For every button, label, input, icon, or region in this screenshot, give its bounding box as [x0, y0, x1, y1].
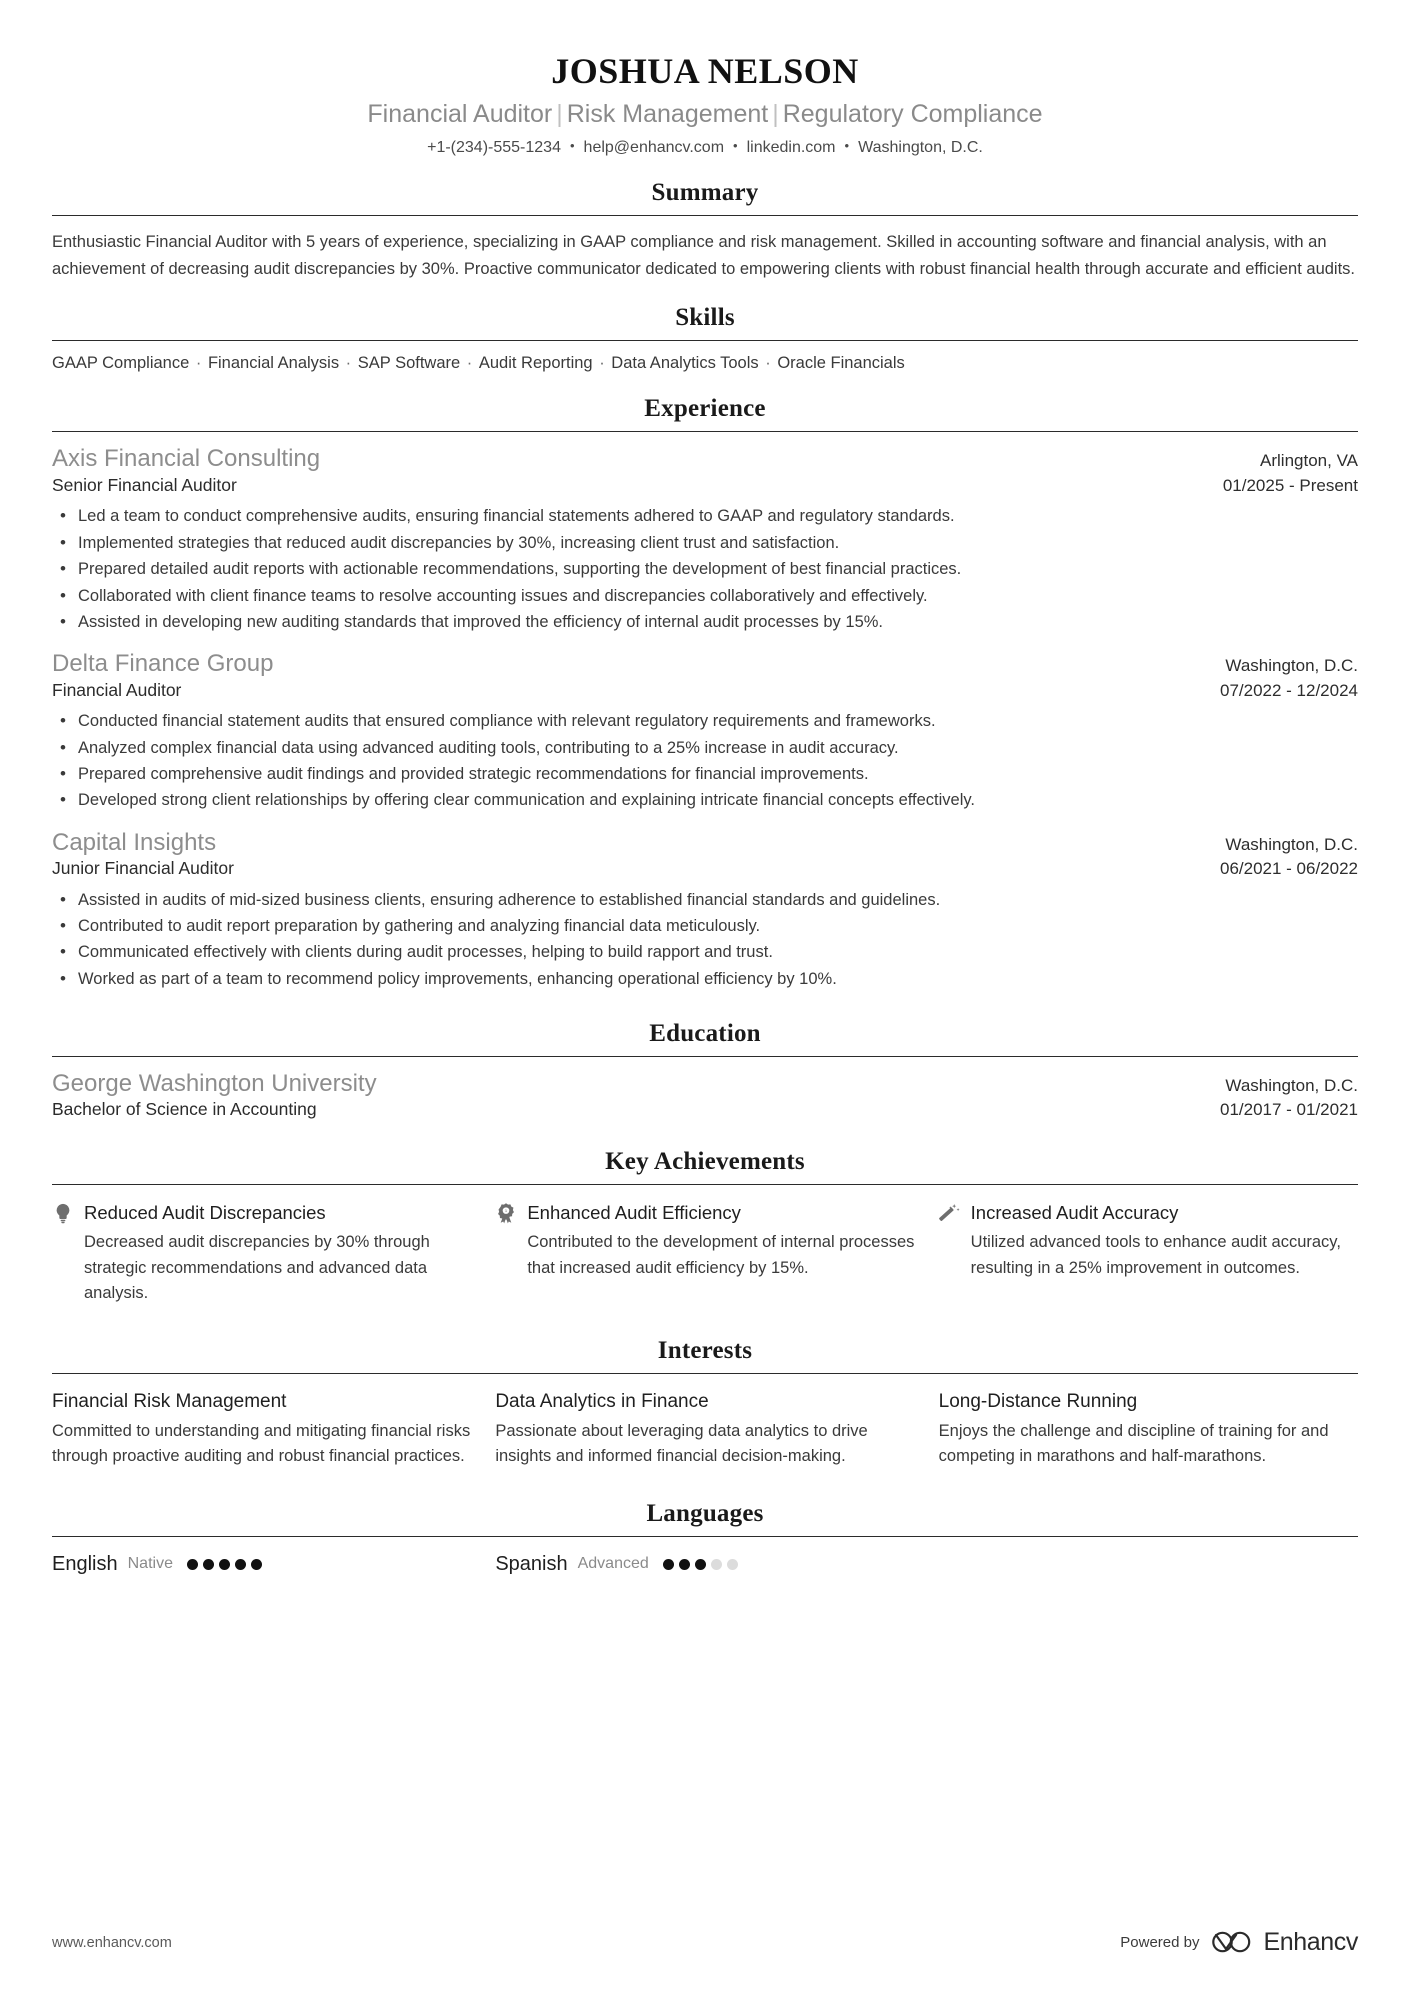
brand-name: Enhancv [1263, 1928, 1358, 1956]
achievement-title: Enhanced Audit Efficiency [527, 1202, 741, 1224]
entry-role-row [52, 857, 1358, 881]
entry-dates: 01/2017 - 01/2021 [1219, 1100, 1358, 1120]
entry-bullet: • Implemented strategies that reduced audit discrepancies by 30%, increasing client trust and satisfaction. [52, 530, 1358, 556]
section-education [52, 1020, 1358, 1122]
headline-part-2: Risk Management [566, 100, 769, 128]
achievement-title: Reduced Audit Discrepancies [84, 1202, 326, 1224]
section-divider [52, 1056, 1358, 1057]
entry-bullet: • Developed strong client relationships by offering clear communication and explaining intricate financial concepts effectively. [52, 787, 1358, 813]
contact-separator: • [844, 138, 850, 153]
entry-bullet-list [52, 708, 1358, 814]
education-entries [52, 1069, 1358, 1122]
contact-email[interactable]: help@enhancv.com [583, 139, 725, 156]
proficiency-dot [203, 1559, 214, 1570]
enhancv-logo-icon [1212, 1929, 1256, 1957]
proficiency-dot [219, 1559, 230, 1570]
achievement-header [52, 1201, 471, 1224]
language-name: English [52, 1552, 118, 1575]
interest-title: Financial Risk Management [52, 1390, 287, 1412]
interest-card [939, 1390, 1358, 1470]
interest-title: Long-Distance Running [938, 1390, 1138, 1412]
language-items [52, 1553, 1358, 1576]
entry-org-row [52, 1069, 1358, 1098]
language-level: Native [127, 1555, 173, 1573]
achievement-description: Contributed to the development of internal processes that increased audit efficiency by 15%. [527, 1233, 915, 1277]
experience-entry [52, 828, 1358, 992]
section-divider [52, 215, 1358, 216]
entry-location: Washington, D.C. [1225, 834, 1358, 854]
skill-separator: · [594, 354, 610, 373]
resume-header [52, 50, 1358, 157]
language-item [52, 1553, 471, 1576]
entry-organization: Delta Finance Group [52, 650, 274, 678]
achievement-cards [52, 1201, 1358, 1307]
entry-bullet: • Worked as part of a team to recommend policy improvements, enhancing operational efficiency by 10%. [52, 966, 1358, 992]
headline-part-3: Regulatory Compliance [782, 100, 1043, 128]
skill-item: Oracle Financials [777, 354, 905, 373]
entry-bullet: • Prepared comprehensive audit findings and provided strategic recommendations for financial improvements. [52, 761, 1358, 787]
section-divider [52, 431, 1358, 432]
entry-bullet-list [52, 503, 1358, 635]
proficiency-dot [679, 1559, 690, 1570]
entry-dates: 07/2022 - 12/2024 [1219, 680, 1358, 700]
achievement-description: Utilized advanced tools to enhance audit accuracy, resulting in a 25% improvement in outcomes. [970, 1233, 1341, 1277]
section-heading-skills: Skills [675, 304, 735, 332]
achievement-header [495, 1201, 914, 1224]
proficiency-dot [187, 1559, 198, 1570]
entry-bullet: • Led a team to conduct comprehensive audits, ensuring financial statements adhered to GAAP and regulatory standards. [52, 503, 1358, 529]
entry-organization: Capital Insights [52, 828, 217, 856]
language-proficiency-dots [663, 1559, 738, 1570]
section-summary [52, 179, 1358, 282]
proficiency-dot [711, 1559, 722, 1570]
section-divider [52, 1373, 1358, 1374]
section-interests [52, 1337, 1358, 1470]
proficiency-dot [251, 1559, 262, 1570]
entry-organization: Axis Financial Consulting [52, 445, 321, 473]
brand [1212, 1928, 1359, 1957]
contact-location: Washington, D.C. [858, 139, 983, 156]
footer-url[interactable]: www.enhancv.com [52, 1934, 172, 1951]
skills-list [52, 354, 1358, 373]
entry-location: Washington, D.C. [1225, 1076, 1358, 1096]
contact-linkedin[interactable]: linkedin.com [746, 139, 836, 156]
contact-separator: • [569, 138, 575, 153]
skill-item: Data Analytics Tools [611, 354, 759, 373]
entry-bullet-list [52, 887, 1358, 993]
interest-cards [52, 1390, 1358, 1470]
section-divider [52, 1184, 1358, 1185]
achievement-description: Decreased audit discrepancies by 30% through strategic recommendations and advanced data analysis. [84, 1233, 430, 1303]
award-badge-icon [495, 1202, 517, 1224]
entry-role: Financial Auditor [52, 679, 182, 700]
language-level: Advanced [577, 1555, 649, 1573]
summary-text: Enthusiastic Financial Auditor with 5 years of experience, specializing in GAAP compliance and risk management. Skilled in accounting software and financial analysis, with an achievement of decreasing audit discrepancies by 30%. Proactive communicator dedicated to empowering clients with robust financial health through accurate and efficient audits. [52, 233, 1356, 278]
entry-dates: 06/2021 - 06/2022 [1219, 859, 1358, 878]
skill-separator: · [191, 354, 206, 373]
headline [52, 100, 1358, 129]
svg-text:1: 1 [505, 1208, 508, 1214]
entry-organization: George Washington University [52, 1070, 377, 1098]
achievement-header [939, 1201, 1358, 1224]
entry-bullet: • Prepared detailed audit reports with actionable recommendations, supporting the development of best financial practices. [52, 556, 1358, 582]
section-divider [52, 1536, 1358, 1537]
skill-item: SAP Software [357, 354, 461, 373]
entry-bullet: • Contributed to audit report preparation by gathering and analyzing financial data meticulously. [52, 913, 1358, 939]
section-skills [52, 304, 1358, 373]
contact-separator: • [733, 138, 738, 153]
skill-separator: · [341, 354, 356, 373]
headline-separator-1: | [556, 100, 563, 128]
section-heading-summary: Summary [651, 179, 759, 206]
proficiency-dot [727, 1559, 738, 1570]
section-heading-interests: Interests [657, 1336, 753, 1364]
entry-bullet: • Assisted in audits of mid-sized business clients, ensuring adherence to established financial standards and guidelines. [52, 887, 1358, 913]
proficiency-dot [235, 1559, 246, 1570]
entry-role: Bachelor of Science in Accounting [52, 1099, 317, 1120]
achievement-card [52, 1201, 471, 1307]
proficiency-dot [663, 1559, 674, 1570]
entry-role: Senior Financial Auditor [52, 474, 237, 495]
entry-org-row [52, 649, 1358, 678]
language-proficiency-dots [187, 1559, 262, 1570]
section-heading-experience: Experience [644, 395, 766, 423]
skill-item: Financial Analysis [207, 354, 340, 373]
footer-branding [1120, 1928, 1358, 1957]
interest-title: Data Analytics in Finance [495, 1390, 709, 1412]
experience-entry [52, 1069, 1358, 1122]
skill-separator: · [760, 354, 776, 373]
interest-description: Passionate about leveraging data analytics to drive insights and informed financial decision-making. [495, 1421, 868, 1466]
achievement-card [495, 1201, 914, 1307]
powered-by-label: Powered by [1120, 1934, 1200, 1951]
contact-phone: +1-(234)-555-1234 [427, 139, 561, 156]
lightbulb-icon [52, 1202, 74, 1224]
section-heading-languages: Languages [646, 1499, 764, 1527]
entry-role-row [52, 1098, 1358, 1122]
entry-role-row [52, 679, 1358, 703]
interest-card [52, 1390, 471, 1470]
contact-line [52, 139, 1358, 157]
entry-bullet: • Collaborated with client finance teams to resolve accounting issues and discrepancies collaboratively and effectively. [52, 583, 1358, 609]
section-experience [52, 395, 1358, 992]
interest-description: Committed to understanding and mitigating financial risks through proactive auditing and robust financial practices. [52, 1421, 471, 1466]
section-key-achievements [52, 1148, 1358, 1307]
interest-card [495, 1390, 914, 1470]
achievement-card [939, 1201, 1358, 1307]
entry-location: Washington, D.C. [1225, 656, 1358, 676]
achievement-title: Increased Audit Accuracy [970, 1202, 1179, 1224]
entry-dates: 01/2025 - Present [1222, 475, 1358, 495]
experience-entries [52, 444, 1358, 992]
page-title: JOSHUA NELSON [551, 51, 859, 91]
language-item [495, 1553, 914, 1576]
entry-role-row [52, 474, 1358, 498]
headline-separator-2: | [772, 100, 779, 128]
skill-separator: · [462, 354, 477, 373]
language-name: Spanish [495, 1552, 568, 1575]
skill-item: GAAP Compliance [52, 354, 190, 373]
entry-org-row [52, 444, 1358, 473]
section-heading-education: Education [649, 1020, 761, 1048]
experience-entry [52, 649, 1358, 813]
entry-role: Junior Financial Auditor [52, 858, 234, 878]
proficiency-dot [695, 1559, 706, 1570]
entry-bullet: • Assisted in developing new auditing standards that improved the efficiency of internal audit processes by 15%. [52, 609, 1358, 635]
page-footer [52, 1928, 1358, 1957]
section-languages [52, 1500, 1358, 1576]
entry-bullet: • Conducted financial statement audits that ensured compliance with relevant regulatory requirements and frameworks. [52, 708, 1358, 734]
section-heading-key-achievements: Key Achievements [605, 1148, 805, 1176]
entry-bullet: • Analyzed complex financial data using advanced auditing tools, contributing to a 25% increase in audit accuracy. [52, 735, 1358, 761]
magic-wand-icon [939, 1202, 961, 1224]
skill-item: Audit Reporting [478, 354, 593, 373]
experience-entry [52, 444, 1358, 635]
entry-location: Arlington, VA [1260, 451, 1358, 471]
section-divider [52, 340, 1358, 341]
headline-part-1: Financial Auditor [367, 100, 553, 128]
entry-bullet: • Communicated effectively with clients during audit processes, helping to build rapport and trust. [52, 939, 1358, 965]
entry-org-row [52, 828, 1358, 857]
interest-description: Enjoys the challenge and discipline of training for and competing in marathons and half-marathons. [938, 1421, 1329, 1466]
